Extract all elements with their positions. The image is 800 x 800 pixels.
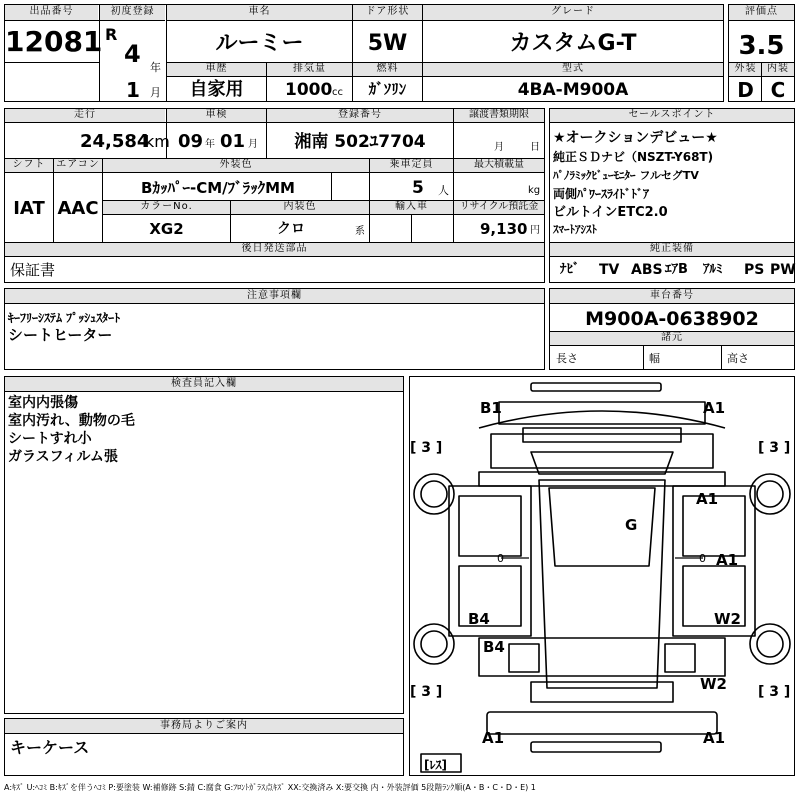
name-label: 車名 [248, 6, 271, 17]
reg-number-label: 登録番号 [338, 109, 382, 120]
genuine-tv: TV [599, 262, 620, 278]
interior-color-value: クロ [277, 221, 305, 237]
damage-mark: B4 [483, 638, 505, 656]
recycle-value: 9,130 [480, 220, 528, 238]
inspection-month-unit: 月 [248, 139, 258, 150]
recycle-unit: 円 [530, 225, 540, 236]
load-unit: kg [528, 185, 541, 196]
inspection-label: 車検 [205, 109, 228, 120]
transfer-day: 日 [530, 142, 540, 153]
inspector-line: 室内内張傷 [8, 395, 78, 411]
import-label: 輸入車 [395, 201, 428, 212]
ac-label: エアコン [56, 159, 100, 170]
fuel-label: 燃料 [376, 63, 399, 74]
tire-tread-front-right: [ 3 ] [758, 440, 791, 456]
mileage-unit: km [145, 132, 170, 151]
ext-score: D [737, 78, 754, 102]
grade-value: カスタムG-T [509, 31, 637, 56]
width-label: 幅 [649, 352, 660, 365]
spare-tire-status: [ﾚｽ] [424, 758, 447, 772]
color-no-value: XG2 [149, 220, 184, 238]
mirror-right-mark: 0 [699, 552, 706, 565]
tire-tread-front-left: [ 3 ] [410, 440, 443, 456]
capacity-value: 5 [412, 178, 424, 198]
chassis-label: 車台番号 [650, 290, 694, 301]
selling-point-line: ﾊﾟﾉﾗﾐｯｸﾋﾞｭｰﾓﾆﾀｰ フルセグTV [553, 169, 699, 182]
damage-mark: A1 [696, 490, 719, 508]
int-label: 内装 [767, 63, 789, 74]
shift-value: IAT [13, 198, 45, 219]
disp-value: 1000 [285, 80, 333, 100]
later-parts-value: 保証書 [10, 261, 56, 279]
damage-mark: A1 [716, 551, 739, 569]
selling-point-line: 両側ﾊﾟﾜｰｽﾗｲﾄﾞﾄﾞｱ [553, 187, 650, 201]
inspection-year-unit: 年 [205, 139, 215, 150]
legend: A:ｷｽﾞ U:ﾍｺﾐ B:ｷｽﾞを伴うﾍｺﾐ P:要塗装 W:補修跡 S:錆 C:腐食 G:ﾌﾛﾝﾄｶﾞﾗｽ点ｷｽﾞ XX:交換済み X:要交換 内・外装評価 5段階ﾗﾝｸ順(A・B・C・D・E) 1 [4, 783, 536, 792]
color-value: Bｶｯﾊﾟｰ-CM/ﾌﾞﾗｯｸMM [141, 179, 295, 197]
reg-year-unit: 年 [150, 61, 161, 74]
length-label: 長さ [556, 352, 578, 365]
capacity-unit: 人 [438, 184, 449, 197]
genuine-abs: ABS [631, 262, 663, 278]
car-diagram [409, 376, 795, 776]
ext-label: 外装 [734, 63, 757, 74]
interior-color-label: 内装色 [283, 201, 317, 212]
inspection-year: 09 [178, 131, 204, 152]
tire-tread-rear-left: [ 3 ] [410, 684, 443, 700]
shift-label: シフト [12, 159, 46, 170]
damage-mark: B1 [480, 399, 502, 417]
capacity-label: 乗車定員 [389, 159, 434, 170]
door-label: ドア形状 [365, 6, 410, 17]
inspector-line: 室内汚れ、動物の毛 [8, 413, 135, 429]
notes-label: 注意事項欄 [247, 290, 302, 301]
genuine-nav: ﾅﾋﾞ [560, 262, 580, 277]
genuine-ps: PS [744, 262, 765, 278]
history-label: 車歴 [205, 63, 228, 74]
inspector-line: ガラスフィルム張 [8, 449, 118, 465]
fuel-value: ｶﾞｿﾘﾝ [368, 80, 407, 98]
reg-month-unit: 月 [150, 86, 161, 99]
grade-label: グレード [551, 6, 595, 17]
inspection-month: 01 [220, 131, 246, 152]
selling-point-line: 純正ＳＤナビ（NSZT-Y68T) [553, 150, 714, 164]
ac-value: AAC [57, 198, 99, 219]
office-value: キーケース [10, 738, 90, 757]
int-score: C [770, 78, 786, 102]
car-name: ルーミー [215, 31, 304, 56]
era: R [105, 25, 118, 44]
model-value: 4BA-M900A [517, 80, 629, 100]
reg-number: 湘南 502ﾕ7704 [294, 132, 426, 152]
recycle-label: リサイクル預託金 [459, 201, 539, 212]
door-value: 5W [367, 31, 408, 56]
damage-mark: A1 [703, 729, 726, 747]
mileage-label: 走行 [74, 109, 96, 120]
color-label: 外装色 [219, 159, 253, 170]
chassis-number: M900A-0638902 [585, 308, 759, 330]
history-value: 自家用 [189, 79, 244, 100]
damage-mark: A1 [482, 729, 505, 747]
genuine-label: 純正装備 [650, 243, 694, 254]
load-label: 最大積載量 [474, 159, 524, 170]
mileage-value: 24,584 [80, 131, 150, 152]
interior-color-unit: 系 [355, 226, 365, 237]
score-label: 評価点 [745, 6, 778, 17]
damage-mark: A1 [703, 399, 726, 417]
color-no-label: カラーNo. [140, 201, 193, 212]
inspector-label: 検査員記入欄 [171, 378, 237, 389]
score-value: 3.5 [738, 31, 785, 61]
selling-points-label: セールスポイント [628, 109, 716, 120]
dims-label: 諸元 [661, 332, 683, 343]
selling-point-line: ★オークションデビュー★ [553, 130, 718, 146]
notes-line: ｷｰﾌﾘｰｼｽﾃﾑ ﾌﾟｯｼｭｽﾀｰﾄ [8, 311, 121, 325]
inspector-line: シートすれ小 [8, 431, 92, 447]
model-label: 型式 [562, 63, 584, 74]
damage-mark: B4 [468, 610, 490, 628]
selling-point-line: ビルトインETC2.0 [553, 205, 668, 220]
damage-mark: G [625, 516, 638, 534]
tire-tread-rear-right: [ 3 ] [758, 684, 791, 700]
genuine-airbag: ｴｱB [665, 262, 688, 277]
lot-number: 12081 [5, 25, 103, 58]
notes-line: シートヒーター [8, 326, 113, 344]
selling-point-line: ｽﾏｰﾄｱｼｽﾄ [553, 223, 597, 236]
mirror-left-mark: 0 [497, 552, 504, 565]
lot-label: 出品番号 [29, 6, 74, 17]
damage-mark: W2 [714, 610, 741, 628]
disp-label: 排気量 [293, 63, 326, 74]
office-label: 事務局よりご案内 [160, 720, 248, 731]
transfer-month: 月 [494, 142, 504, 153]
first-reg-label: 初度登録 [110, 6, 155, 17]
genuine-pw: PW [770, 262, 796, 278]
later-parts-label: 後日発送部品 [241, 243, 308, 254]
height-label: 高さ [727, 352, 749, 365]
reg-year: 4 [124, 40, 141, 68]
disp-unit: cc [332, 87, 343, 98]
transfer-label: 譲渡書類期限 [469, 109, 529, 120]
reg-month: 1 [126, 78, 140, 102]
damage-mark: W2 [700, 675, 727, 693]
genuine-alloy: ｱﾙﾐ [703, 262, 723, 277]
